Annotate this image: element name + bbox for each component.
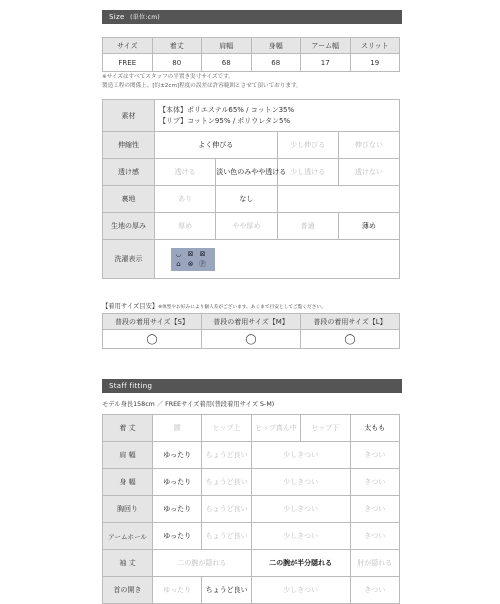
staff-row-length [103,415,400,442]
staff-row-label: アームホール [103,523,153,550]
option-cell: ゆったり [153,496,202,523]
option-cell: 肘が隠れる [350,550,399,577]
option-cell: なし [216,186,277,213]
option-cell: きつい [350,442,399,469]
option-cell: 太もも [350,415,399,442]
option-cell: ヒップ上 [202,415,251,442]
option-cell: 腰 [153,415,202,442]
option-cell: 厚め [155,213,216,240]
option-cell: ちょうど良い [202,523,251,550]
sheer-label: 透け感 [103,159,155,186]
empty-cell [277,186,400,213]
option-cell: ちょうど良い [202,577,251,604]
staff-row-shoulder [103,442,400,469]
option-cell: きつい [350,496,399,523]
option-cell: 少し透ける [277,159,338,186]
fit-guide-header-row [103,314,400,330]
staff-fitting-table [102,414,400,604]
wash-symbols [171,248,215,271]
thickness-row [103,213,400,240]
size-value-cell: 80 [152,54,202,72]
staff-row-label: 首の開き [103,577,153,604]
staff-row-label: 着 丈 [103,415,153,442]
option-cell: ヒップ下 [301,415,350,442]
option-cell: やや厚め [216,213,277,240]
size-header-cell: アーム幅 [301,38,351,54]
size-table [102,37,400,72]
size-value-cell: 17 [301,54,351,72]
staff-row-label: 胸回り [103,496,153,523]
staff-fitting-title: Staff fitting [109,382,153,390]
staff-row-neck [103,577,400,604]
option-cell: ヒップ真ん中 [251,415,300,442]
option-cell: ちょうど良い [202,442,251,469]
wash-tub-icon: ◡ [175,250,182,258]
staff-row-label: 袖 丈 [103,550,153,577]
fit-guide-mark: ◯ [103,330,202,349]
option-cell: きつい [350,469,399,496]
hang-dry-icon: ⌂ [176,260,181,268]
option-cell: ゆったり [153,523,202,550]
option-cell: 少しきつい [251,577,350,604]
option-cell: ゆったり [153,469,202,496]
size-header-cell: サイズ [103,38,153,54]
material-line: 【リブ】コットン95% / ポリウレタン5% [159,116,291,125]
stretch-label: 伸縮性 [103,132,155,159]
iron-low-icon: ⊗ [187,260,194,268]
size-note-2: 製造工程の関係上、[約±2cm]程度の誤差は許容範囲とさせて頂いております。 [102,83,302,89]
lining-row [103,186,400,213]
wash-label: 洗濯表示 [103,240,155,279]
option-cell: 二の腕が半分隠れる [251,550,350,577]
option-cell: 少しきつい [251,523,350,550]
option-cell: 少しきつい [251,442,350,469]
staff-row-armhole [103,523,400,550]
model-info: モデル身長158cm ／ FREEサイズ着用(普段着用サイズ S-M) [102,401,275,408]
option-cell: ちょうど良い [202,496,251,523]
fit-guide-note: ※体型やお好みにより個人差がございます。あくまで目安としてご覧ください。 [158,305,326,310]
option-cell: 少し伸びる [277,132,338,159]
staff-row-chest [103,496,400,523]
fit-guide-header: 普段の着用サイズ【M】 [202,314,301,330]
option-cell: ちょうど良い [202,469,251,496]
staff-fitting-header [102,379,402,393]
no-tumble-dry-icon: ⊠ [199,250,206,258]
option-cell: ゆったり [153,442,202,469]
size-header-row [103,38,400,54]
staff-row-label: 身 幅 [103,469,153,496]
wash-row [103,240,400,279]
size-header-cell: 身幅 [251,38,301,54]
option-cell: あり [155,186,216,213]
material-line: 【本体】ポリエステル65% / コットン35% [159,105,295,114]
sheer-row [103,159,400,186]
option-cell: 少しきつい [251,469,350,496]
size-value-cell: 19 [350,54,400,72]
staff-row-body-width [103,469,400,496]
option-cell: 透ける [155,159,216,186]
fit-guide-title-line [102,301,326,310]
staff-row-sleeve [103,550,400,577]
stretch-row [103,132,400,159]
size-section-header [102,10,402,24]
fabric-table [102,99,400,279]
option-cell: 淡い色のみやや透ける [216,159,277,186]
size-title: Size [109,13,125,21]
option-cell: 普通 [277,213,338,240]
option-cell: 二の腕が隠れる [153,550,252,577]
size-note-1: ※サイズはすべてスタッフの平置き実寸サイズです。 [102,74,234,80]
size-note [102,73,302,91]
fit-guide-header: 普段の着用サイズ【L】 [301,314,400,330]
fit-guide-mark-row [103,330,400,349]
size-value-cell: FREE [103,54,153,72]
fit-guide-table [102,313,400,349]
thickness-label: 生地の厚み [103,213,155,240]
option-cell: きつい [350,523,399,550]
size-value-cell: 68 [202,54,252,72]
staff-row-label: 肩 幅 [103,442,153,469]
dry-clean-icon: Ⓟ [199,260,206,268]
material-row [103,100,400,132]
size-unit: (単位:cm) [130,14,161,21]
size-header-cell: 着丈 [152,38,202,54]
option-cell: 伸びない [338,132,399,159]
option-cell: 薄め [338,213,399,240]
size-header-cell: 肩幅 [202,38,252,54]
option-cell: ゆったり [153,577,202,604]
no-bleach-icon: ⊠ [187,250,194,258]
size-value-row [103,54,400,72]
size-value-cell: 68 [251,54,301,72]
fit-guide-mark: ◯ [202,330,301,349]
option-cell: 透けない [338,159,399,186]
size-header-cell: スリット [350,38,400,54]
fit-guide-header: 普段の着用サイズ【S】 [103,314,202,330]
wash-icons-cell [155,240,400,279]
material-label: 素材 [103,100,155,132]
lining-label: 裏地 [103,186,155,213]
option-cell: よく伸びる [155,132,278,159]
fit-guide-title: 【着用サイズ目安】 [102,303,159,310]
option-cell: きつい [350,577,399,604]
material-value [155,100,400,132]
option-cell: 少しきつい [251,496,350,523]
fit-guide-mark: ◯ [301,330,400,349]
